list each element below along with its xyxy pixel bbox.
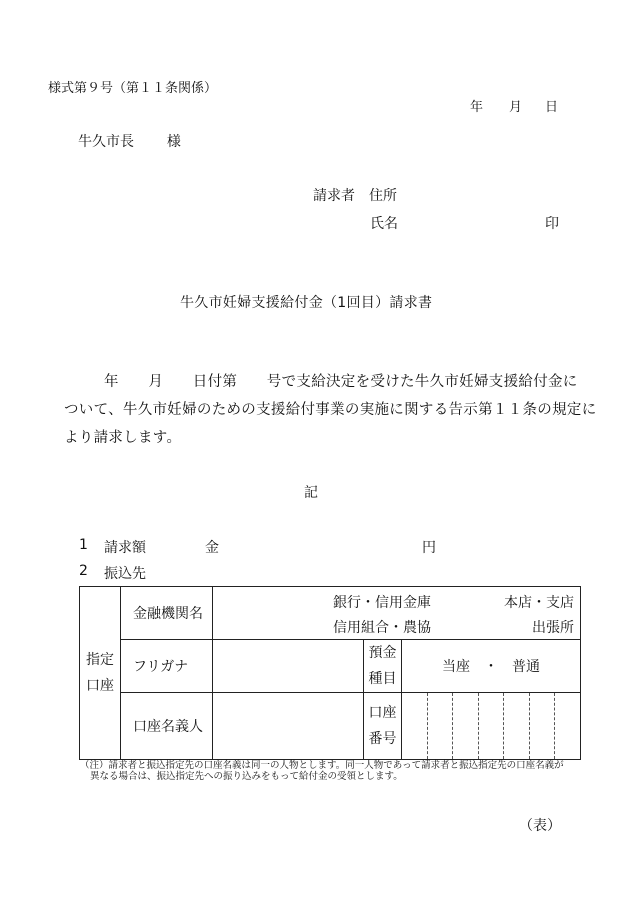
account-holder-label: 口座名義人 — [121, 693, 213, 760]
account-table — [79, 586, 581, 760]
addressee-name: 牛久市長 — [78, 134, 134, 150]
account-digit-box[interactable] — [402, 693, 427, 759]
form-id: 様式第９号（第１１条関係） — [48, 81, 218, 96]
seal-mark: 印 — [545, 216, 559, 232]
bank-type-row1-b: 本店・支店 — [504, 595, 574, 611]
furigana-label: フリガナ — [121, 640, 213, 693]
note-line-1: （注）請求者と振込指定先の口座名義は同一の人物とします。同一人物であって請求者と振込指定先の口座名義が — [80, 760, 564, 771]
account-number-label: 口座 番号 — [364, 693, 402, 760]
body-line-3: より請求します。 — [64, 430, 182, 446]
body-line-1: 年 月 日付第 号で支給決定を受けた牛久市妊婦支援給付金に — [104, 374, 578, 390]
account-digit-box[interactable] — [529, 693, 555, 759]
account-digit-box[interactable] — [503, 693, 529, 759]
account-digit-box[interactable] — [427, 693, 453, 759]
item2-num: 2 — [79, 563, 88, 579]
bank-name-label: 金融機関名 — [121, 587, 213, 640]
addressee-honorific: 様 — [166, 134, 181, 150]
bank-type-row2-a: 信用組合・農協 — [333, 620, 431, 636]
ki-mark: 記 — [304, 485, 318, 501]
bank-type-row2-b: 出張所 — [532, 620, 574, 636]
designated-account-label: 指定 口座 — [80, 587, 121, 760]
account-digit-box[interactable] — [478, 693, 504, 759]
requester-address-label: 請求者 住所 — [313, 188, 397, 204]
furigana-field[interactable] — [213, 640, 364, 693]
page-side-label: （表） — [519, 818, 561, 834]
date-year: 年 — [470, 100, 484, 115]
account-digit-box[interactable] — [452, 693, 478, 759]
item2-label: 振込先 — [104, 566, 146, 582]
account-holder-field[interactable] — [213, 693, 364, 760]
account-digit-box[interactable] — [554, 693, 580, 759]
date-day: 日 — [545, 100, 559, 115]
item1-yen: 円 — [422, 540, 436, 556]
bank-type-row1-a: 銀行・信用金庫 — [333, 595, 431, 611]
deposit-type-label: 預金 種目 — [364, 640, 402, 693]
requester-address — [313, 185, 397, 205]
requester-name-label: 氏名 — [370, 216, 398, 232]
item1-label: 請求額 — [104, 540, 146, 556]
deposit-type-options[interactable]: 当座 ・ 普通 — [402, 640, 581, 693]
bank-name-field[interactable] — [213, 587, 581, 640]
addressee — [78, 131, 181, 151]
item1-kin: 金 — [205, 540, 219, 556]
note — [80, 760, 590, 782]
date-month: 月 — [509, 100, 523, 115]
body-line-2: ついて、牛久市妊婦のための支援給付事業の実施に関する告示第１１条の規定に — [64, 402, 597, 418]
body-paragraph — [64, 368, 597, 452]
note-line-2: 異なる場合は、振込指定先への振り込みをもって給付金の受領とします。 — [90, 771, 403, 782]
document-title: 牛久市妊婦支援給付金（1回目）請求書 — [180, 295, 433, 311]
item1-num: 1 — [79, 537, 88, 553]
account-number-field[interactable] — [402, 693, 581, 760]
